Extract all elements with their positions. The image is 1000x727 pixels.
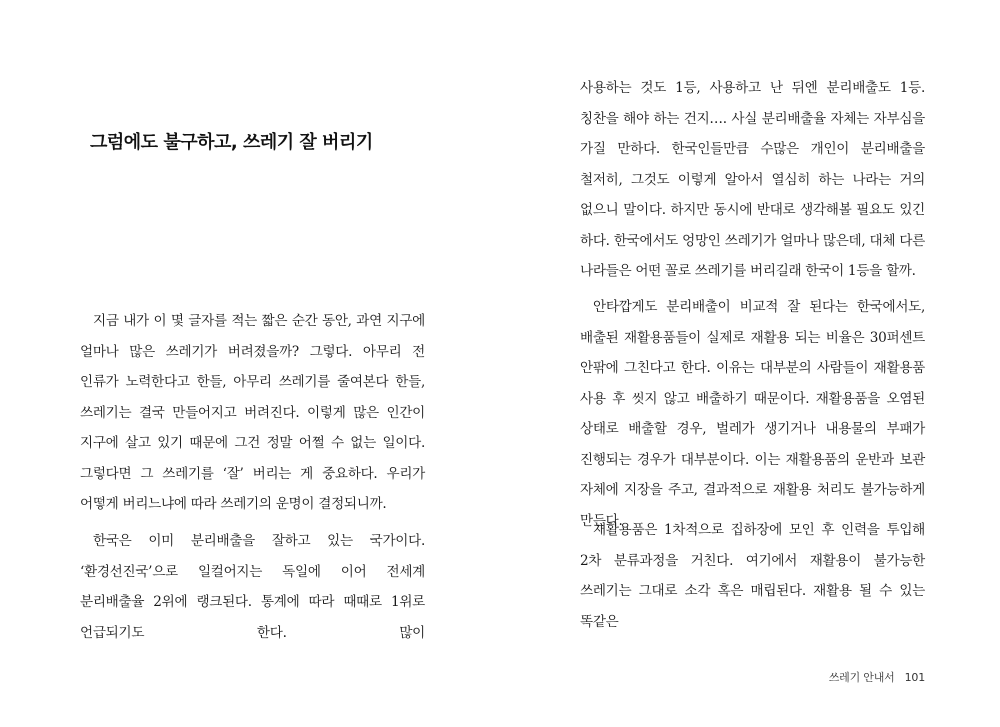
left-page (80, 0, 425, 727)
right-paragraph-1: 사용하는 것도 1등, 사용하고 난 뒤엔 분리배출도 1등. 칭찬을 해야 하는 건지…. 사실 분리배출율 자체는 자부심을 가질 만하다. 한국인들만큼 수많은 개인이 분리배출을 철저히, 그것도 이렇게 알아서 열심히 하는 나라는 거의 없으니 말이다. 하지만 동시에 반대로 생각해볼 필요도 있긴 하다. 한국에서도 엉망인 쓰레기가 얼마나 많은데, 대체 다른 나라들은 어떤 꼴로 쓰레기를 버리길래 한국이 1등을 할까. (580, 80, 925, 279)
page-number: 101 (904, 671, 925, 684)
right-paragraph-3: 재활용품은 1차적으로 집하장에 모인 후 인력을 투입해 2차 분류과정을 거친다. 여기에서 재활용이 불가능한 쓰레기는 그대로 소각 혹은 매립된다. 재활용 될 수 있는 똑같은 (580, 522, 925, 630)
footer-book-title: 쓰레기 안내서 (828, 671, 895, 684)
left-paragraph-1: 지금 내가 이 몇 글자를 적는 짧은 순간 동안, 과연 지구에 얼마나 많은 쓰레기가 버려졌을까? 그렇다. 아무리 전 인류가 노력한다고 한들, 아무리 쓰레기를 줄여본다 한들, 쓰레기는 결국 만들어지고 버려진다. 이렇게 많은 인간이 지구에 살고 있기 때문에 그건 정말 어쩔 수 없는 일이다. 그렇다면 그 쓰레기를 ‘잘’ 버리는 게 중요하다. 우리가 어떻게 버리느냐에 따라 쓰레기의 운명이 결정되니까. (80, 313, 425, 512)
right-page (580, 0, 925, 727)
right-paragraph-2: 안타깝게도 분리배출이 비교적 잘 된다는 한국에서도, 배출된 재활용품들이 실제로 재활용 되는 비율은 30퍼센트 안팎에 그친다고 한다. 이유는 대부분의 사람들이 재활용품 사용 후 씻지 않고 배출하기 때문이다. 재활용품을 오염된 상태로 배출할 경우, 벌레가 생기거나 내용물의 부패가 진행되는 경우가 대부분이다. 이는 재활용품의 운반과 보관 자체에 지장을 주고, 결과적으로 재활용 처리도 불가능하게 만든다. (580, 299, 925, 529)
running-footer (829, 669, 925, 685)
left-paragraph-2: 한국은 이미 분리배출을 잘하고 있는 국가이다. ‘환경선진국’으로 일컬어지는 독일에 이어 전세계 분리배출율 2위에 랭크된다. 통계에 따라 때때로 1위로 언급되기도 한다. 많이 (80, 533, 425, 641)
section-title: 그럼에도 불구하고, 쓰레기 잘 버리기 (90, 132, 373, 153)
